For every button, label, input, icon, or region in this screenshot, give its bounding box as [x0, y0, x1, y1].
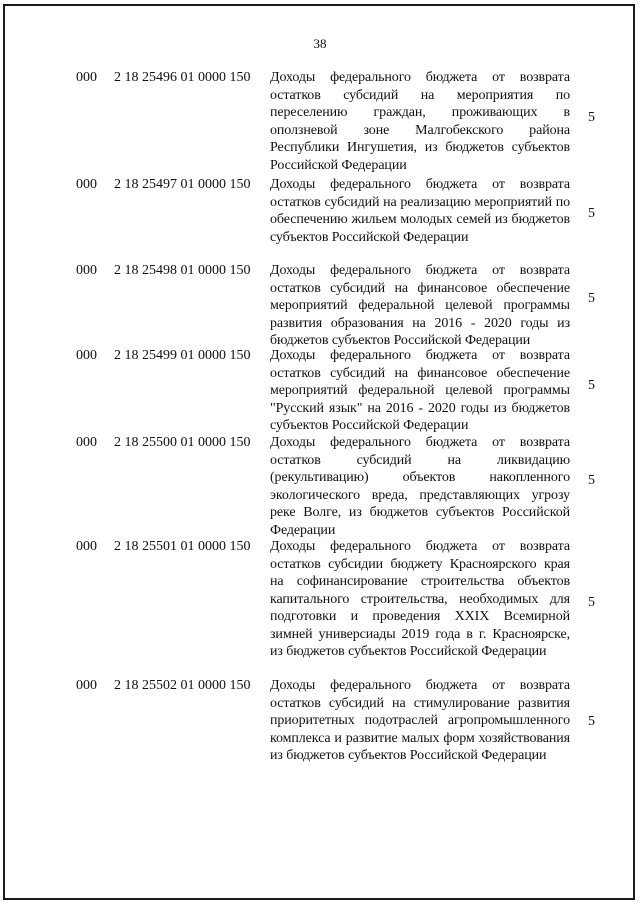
distribution-norm: 5	[588, 595, 595, 610]
distribution-norm: 5	[588, 473, 595, 488]
distribution-norm: 5	[588, 291, 595, 306]
page-number: 38	[313, 36, 327, 51]
revenue-description: Доходы федерального бюджета от возврата остатков субсидий на финансовое обеспечение мероприятий федеральной целевой программы развития образования на 2016 - 2020 годы из бюджетов субъектов Российской Федерации	[270, 263, 570, 348]
distribution-norm: 5	[588, 378, 595, 393]
admin-code: 000	[76, 177, 97, 192]
admin-code: 000	[76, 435, 97, 450]
revenue-description: Доходы федерального бюджета от возврата остатков субсидий на финансовое обеспечение мероприятий федеральной целевой программы "Русский язык" на 2016 - 2020 годы из бюджетов субъектов Российской Федерации	[270, 348, 570, 433]
admin-code: 000	[76, 539, 97, 554]
revenue-description: Доходы федерального бюджета от возврата остатков субсидий на мероприятия по переселению граждан, проживающих в оползневой зоне Малгобекского района Республики Ингушетия, из бюджетов субъектов Российской Федерации	[270, 70, 570, 173]
admin-code: 000	[76, 70, 97, 85]
revenue-description: Доходы федерального бюджета от возврата остатков субсидий на стимулирование развития приоритетных подотраслей агропромышленного комплекса и развитие малых форм хозяйствования из бюджетов субъектов Российской Федерации	[270, 678, 570, 763]
budget-classification-code: 2 18 25497 01 0000 150	[114, 177, 251, 192]
admin-code: 000	[76, 263, 97, 278]
budget-classification-code: 2 18 25501 01 0000 150	[114, 539, 251, 554]
budget-classification-code: 2 18 25496 01 0000 150	[114, 70, 251, 85]
budget-classification-code: 2 18 25502 01 0000 150	[114, 678, 251, 693]
budget-classification-code: 2 18 25499 01 0000 150	[114, 348, 251, 363]
revenue-description: Доходы федерального бюджета от возврата остатков субсидий на ликвидацию (рекультивацию) объектов накопленного экологического вреда, представляющих угрозу реке Волге, из бюджетов субъектов Российской Федерации	[270, 435, 570, 538]
budget-classification-code: 2 18 25500 01 0000 150	[114, 435, 251, 450]
revenue-description: Доходы федерального бюджета от возврата остатков субсидии бюджету Красноярского края на софинансирование строительства объектов капитального строительства, необходимых для подготовки и проведения XXIX Всемирной зимней универсиады 2019 года в г. Красноярске, из бюджетов субъектов Российской Федерации	[270, 539, 570, 659]
distribution-norm: 5	[588, 714, 595, 729]
revenue-description: Доходы федерального бюджета от возврата остатков субсидий на реализацию мероприятий по обеспечению жильем молодых семей из бюджетов субъектов Российской Федерации	[270, 177, 570, 245]
admin-code: 000	[76, 678, 97, 693]
budget-classification-code: 2 18 25498 01 0000 150	[114, 263, 251, 278]
distribution-norm: 5	[588, 110, 595, 125]
distribution-norm: 5	[588, 206, 595, 221]
admin-code: 000	[76, 348, 97, 363]
